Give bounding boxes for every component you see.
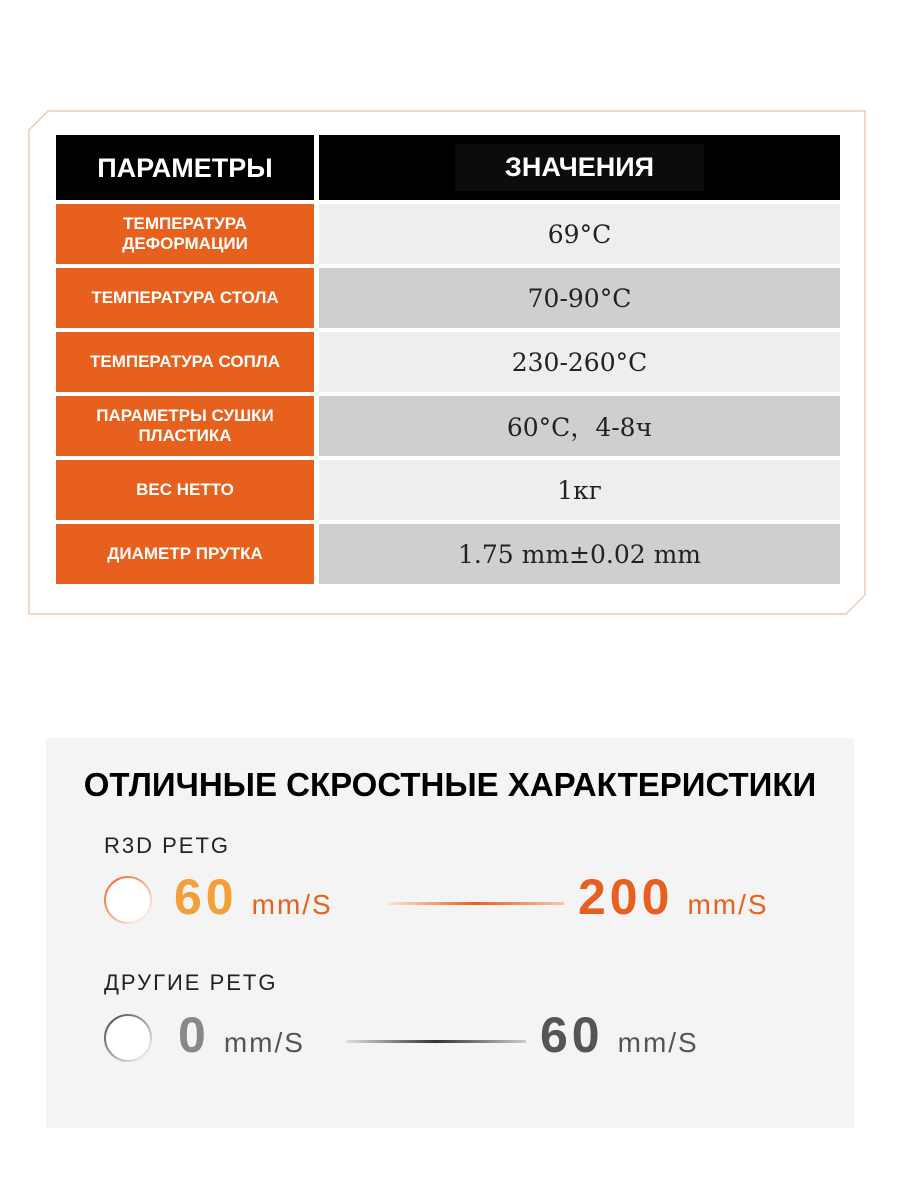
r3d-to-unit: mm/S <box>687 889 769 920</box>
table-row <box>56 332 840 392</box>
other-from-unit: mm/S <box>223 1027 305 1058</box>
r3d-from-value: 60 <box>174 869 238 925</box>
table-row <box>56 396 840 456</box>
row-param: ДИАМЕТР ПРУТКА <box>56 524 314 584</box>
other-to <box>540 1006 699 1064</box>
row-value: 69°C <box>319 204 840 264</box>
orange-ring-icon <box>102 874 154 926</box>
row-param: ТЕМПЕРАТУРА СТОЛА <box>56 268 314 328</box>
header-value-cell <box>319 135 840 200</box>
table-header-row <box>56 135 840 200</box>
row-param: ВЕС НЕТТО <box>56 460 314 520</box>
r3d-from <box>174 868 333 926</box>
table-row <box>56 460 840 520</box>
other-speed-line <box>346 1040 526 1043</box>
other-from-value: 0 <box>178 1007 210 1063</box>
r3d-from-unit: mm/S <box>251 889 333 920</box>
other-from <box>178 1006 305 1064</box>
table-row <box>56 524 840 584</box>
header-param: ПАРАМЕТРЫ <box>56 135 314 200</box>
row-param: ТЕМПЕРАТУРА СОПЛА <box>56 332 314 392</box>
r3d-to <box>578 868 769 926</box>
other-speed-row <box>102 1006 822 1066</box>
row-value: 60°C，4-8ч <box>319 396 840 456</box>
header-value: ЗНАЧЕНИЯ <box>455 144 704 191</box>
row-value: 230-260°C <box>319 332 840 392</box>
other-to-unit: mm/S <box>617 1027 699 1058</box>
r3d-to-value: 200 <box>578 869 674 925</box>
speed-title: ОТЛИЧНЫЕ СКРОСТНЫЕ ХАРАКТЕРИСТИКИ <box>83 766 817 803</box>
row-value: 70-90°C <box>319 268 840 328</box>
spec-table <box>56 135 840 588</box>
gray-ring-icon <box>102 1012 154 1064</box>
row-value: 1кг <box>319 460 840 520</box>
row-param: ПАРАМЕТРЫ СУШКИ ПЛАСТИКА <box>56 396 314 456</box>
r3d-speed-line <box>388 902 564 905</box>
table-row <box>56 268 840 328</box>
spec-table-frame <box>28 110 866 615</box>
speed-panel <box>46 738 854 1128</box>
r3d-label: R3D PETG <box>104 833 231 858</box>
other-to-value: 60 <box>540 1007 604 1063</box>
other-label: ДРУГИЕ PETG <box>104 970 278 995</box>
row-value: 1.75 mm±0.02 mm <box>319 524 840 584</box>
table-row <box>56 204 840 264</box>
r3d-speed-row <box>102 868 822 928</box>
row-param: ТЕМПЕРАТУРА ДЕФОРМАЦИИ <box>56 204 314 264</box>
